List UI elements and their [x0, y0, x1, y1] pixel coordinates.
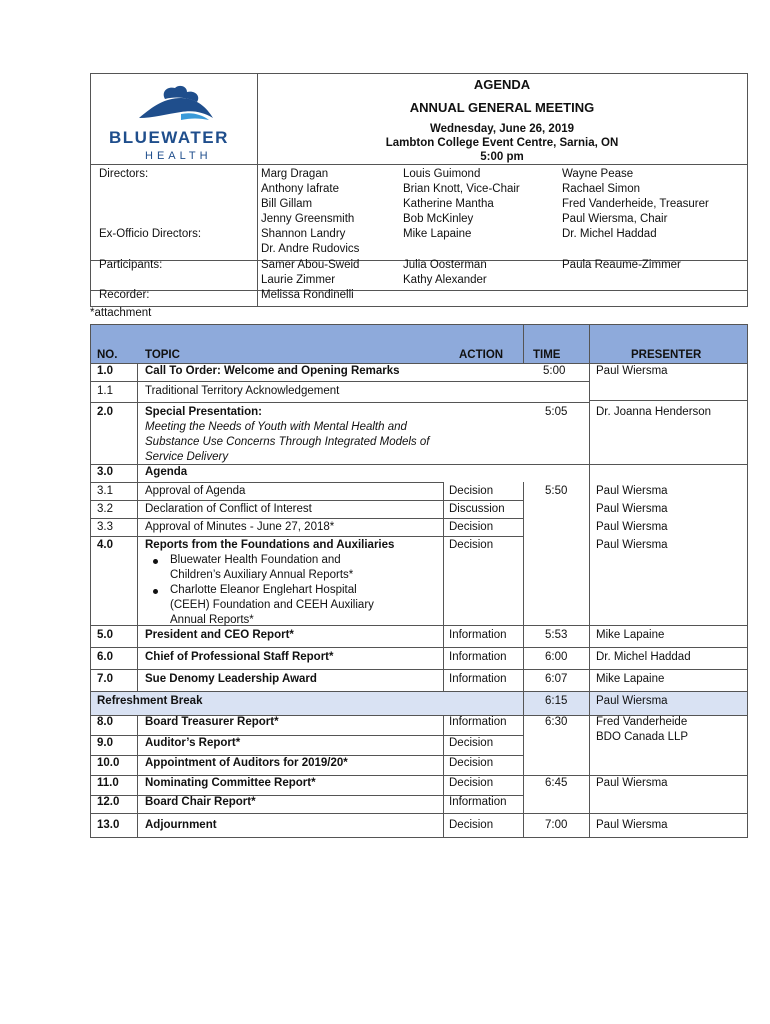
item-action: Decision	[449, 539, 494, 551]
bullet-item: Bluewater Health Foundation and	[170, 554, 341, 566]
exofficio-name: Shannon Landry	[261, 228, 346, 240]
item-action: Decision	[449, 777, 494, 789]
item-number: 3.0	[97, 466, 113, 478]
item-topic: Special Presentation:	[145, 406, 262, 418]
bullet-item-cont: (CEEH) Foundation and CEEH Auxiliary	[170, 599, 374, 611]
item-topic: Approval of Agenda	[145, 485, 246, 497]
director-name: Wayne Pease	[562, 168, 634, 180]
exofficio-name: Dr. Michel Haddad	[562, 228, 657, 240]
item-presenter: Paul Wiersma	[596, 485, 668, 497]
exofficio-name: Mike Lapaine	[403, 228, 472, 240]
director-name: Louis Guimond	[403, 168, 481, 180]
director-name: Fred Vanderheide, Treasurer	[562, 198, 709, 210]
agenda-title: AGENDA	[473, 77, 531, 92]
item-topic: Board Chair Report*	[145, 796, 256, 808]
item-time: 5:53	[545, 629, 568, 641]
col-header-presenter: PRESENTER	[631, 349, 702, 361]
item-presenter: Paul Wiersma	[596, 539, 668, 551]
recorder-label: Recorder:	[99, 289, 150, 301]
item-time: 5:00	[543, 365, 566, 377]
item-topic: Reports from the Foundations and Auxiliaries	[145, 539, 395, 551]
item-time: 5:05	[545, 406, 568, 418]
bullet-item-cont: Annual Reports*	[170, 614, 254, 626]
item-topic: President and CEO Report*	[145, 629, 294, 641]
director-name: Bob McKinley	[403, 213, 474, 225]
item-action: Information	[449, 673, 507, 685]
item-action: Decision	[449, 757, 494, 769]
item-number: 7.0	[97, 673, 113, 685]
item-topic: Appointment of Auditors for 2019/20*	[145, 757, 348, 769]
recorder-name: Melissa Rondinelli	[261, 289, 354, 301]
item-number: 13.0	[97, 819, 120, 831]
meeting-title: ANNUAL GENERAL MEETING	[409, 100, 595, 115]
item-number: 3.1	[97, 485, 113, 497]
item-number: 5.0	[97, 629, 113, 641]
participant-name: Paula Reaume-Zimmer	[562, 259, 681, 271]
logo-word-bluewater: BLUEWATER	[109, 128, 229, 147]
director-name: Brian Knott, Vice-Chair	[403, 183, 520, 195]
item-subtitle: Service Delivery	[145, 451, 229, 463]
logo-word-health: HEALTH	[145, 150, 212, 162]
agenda-table	[90, 324, 748, 838]
director-name: Katherine Mantha	[403, 198, 494, 210]
participant-name: Samer Abou-Sweid	[261, 259, 360, 271]
item-number: 3.3	[97, 521, 113, 533]
item-topic: Sue Denomy Leadership Award	[145, 673, 317, 685]
item-action: Decision	[449, 521, 494, 533]
meeting-time: 5:00 pm	[480, 151, 524, 163]
director-name: Jenny Greensmith	[261, 213, 355, 225]
item-presenter: Mike Lapaine	[596, 673, 665, 685]
exofficio-name: Dr. Andre Rudovics	[261, 243, 360, 255]
participant-name: Julia Oosterman	[403, 259, 487, 271]
item-topic: Approval of Minutes - June 27, 2018*	[145, 521, 335, 533]
item-subtitle: Substance Use Concerns Through Integrated Models of	[145, 436, 430, 448]
item-time: 6:30	[545, 716, 568, 728]
item-subtitle: Meeting the Needs of Youth with Mental Health and	[145, 421, 407, 433]
attachment-note: *attachment	[90, 307, 152, 319]
participant-name: Laurie Zimmer	[261, 274, 336, 286]
participants-label: Participants:	[99, 259, 163, 271]
item-time: 7:00	[545, 819, 568, 831]
item-time: 5:50	[545, 485, 568, 497]
col-header-action: ACTION	[459, 349, 504, 361]
break-time: 6:15	[545, 695, 568, 707]
item-number: 10.0	[97, 757, 120, 769]
item-time: 6:07	[545, 673, 568, 685]
item-action: Decision	[449, 737, 494, 749]
item-presenter: Mike Lapaine	[596, 629, 665, 641]
break-topic: Refreshment Break	[97, 695, 203, 707]
item-number: 2.0	[97, 406, 113, 418]
director-name: Paul Wiersma, Chair	[562, 213, 668, 225]
item-action: Information	[449, 796, 507, 808]
meeting-location: Lambton College Event Centre, Sarnia, ON	[385, 137, 619, 149]
col-header-time: TIME	[533, 349, 561, 361]
item-presenter: Paul Wiersma	[596, 365, 668, 377]
bullet-item: Charlotte Eleanor Englehart Hospital	[170, 584, 357, 596]
item-number: 6.0	[97, 651, 113, 663]
item-time: 6:45	[545, 777, 568, 789]
item-topic: Board Treasurer Report*	[145, 716, 279, 728]
item-topic: Auditor’s Report*	[145, 737, 241, 749]
bullet-item-cont: Children’s Auxiliary Annual Reports*	[170, 569, 354, 581]
item-topic: Chief of Professional Staff Report*	[145, 651, 334, 663]
item-topic: Traditional Territory Acknowledgement	[145, 385, 340, 397]
item-number: 1.0	[97, 365, 113, 377]
item-number: 9.0	[97, 737, 113, 749]
director-name: Anthony Iafrate	[261, 183, 339, 195]
item-number: 1.1	[97, 385, 113, 397]
director-name: Bill Gillam	[261, 198, 313, 210]
item-topic: Adjournment	[145, 819, 217, 831]
director-name: Marg Dragan	[261, 168, 329, 180]
item-presenter: Paul Wiersma	[596, 777, 668, 789]
item-number: 11.0	[97, 777, 119, 789]
item-time: 6:00	[545, 651, 568, 663]
item-topic: Nominating Committee Report*	[145, 777, 316, 789]
item-topic: Declaration of Conflict of Interest	[145, 503, 312, 515]
item-number: 8.0	[97, 716, 113, 728]
break-presenter: Paul Wiersma	[596, 695, 668, 707]
item-presenter: BDO Canada LLP	[596, 731, 689, 743]
item-presenter: Paul Wiersma	[596, 819, 668, 831]
item-number: 12.0	[97, 796, 120, 808]
director-name: Rachael Simon	[562, 183, 640, 195]
exofficio-label: Ex-Officio Directors:	[99, 228, 202, 240]
item-presenter: Paul Wiersma	[596, 503, 668, 515]
meeting-date: Wednesday, June 26, 2019	[429, 123, 575, 135]
directors-label: Directors:	[99, 168, 149, 180]
logo-wave-icon	[105, 84, 245, 126]
col-header-no: NO.	[97, 349, 118, 361]
item-presenter: Dr. Joanna Henderson	[596, 406, 712, 418]
item-topic: Agenda	[145, 466, 188, 478]
item-action: Information	[449, 716, 507, 728]
item-action: Information	[449, 629, 507, 641]
item-number: 4.0	[97, 539, 113, 551]
item-number: 3.2	[97, 503, 113, 515]
bluewater-health-logo	[105, 84, 245, 160]
item-presenter: Paul Wiersma	[596, 521, 668, 533]
item-action: Decision	[449, 485, 494, 497]
item-action: Decision	[449, 819, 494, 831]
item-presenter: Dr. Michel Haddad	[596, 651, 691, 663]
item-action: Discussion	[449, 503, 505, 515]
item-presenter: Fred Vanderheide	[596, 716, 688, 728]
item-action: Information	[449, 651, 507, 663]
participant-name: Kathy Alexander	[403, 274, 487, 286]
header-table	[90, 73, 748, 307]
item-topic: Call To Order: Welcome and Opening Remarks	[145, 365, 400, 377]
col-header-topic: TOPIC	[145, 349, 180, 361]
